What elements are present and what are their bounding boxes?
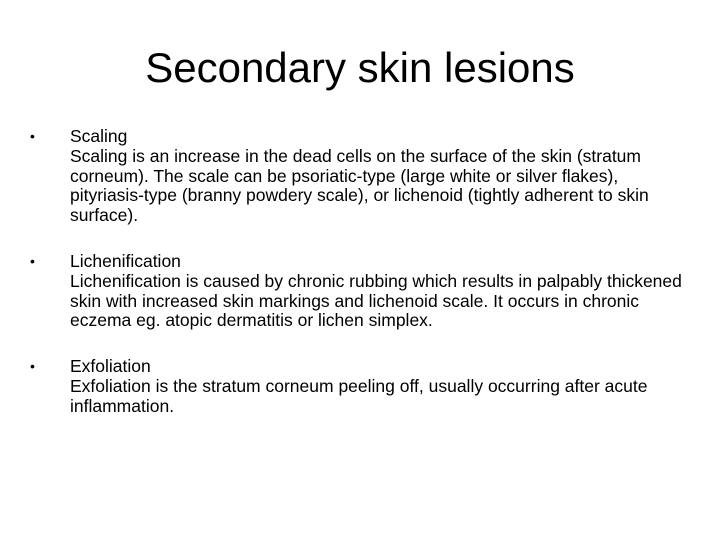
bullet-icon: •	[30, 128, 35, 144]
bullet-item-lichenification	[30, 252, 695, 331]
bullet-heading: Lichenification	[70, 250, 181, 271]
bullet-heading: Exfoliation	[70, 356, 151, 377]
bullet-item-exfoliation	[30, 357, 695, 416]
bullet-text: Exfoliation is the stratum corneum peeling off, usually occurring after acute inflammation.	[70, 375, 648, 416]
bullet-icon: •	[30, 358, 35, 375]
slide-title: Secondary skin lesions	[145, 44, 575, 91]
bullet-text: Scaling is an increase in the dead cells on the surface of the skin (stratum corneum). The scale can be psoriatic-type (large white or silver flakes), pityriasis-type (branny powdery scale), or lichenoid (tightly adherent to skin surface).	[70, 145, 649, 226]
bullet-heading: Scaling	[70, 126, 128, 146]
bullet-item-scaling	[30, 127, 695, 226]
bullet-text: Lichenification is caused by chronic rubbing which results in palpably thickened skin with increased skin markings and lichenoid scale. It occurs in chronic eczema eg. atopic dermatitis or lichen simplex.	[70, 270, 682, 331]
bullet-icon: •	[30, 252, 35, 269]
bullet-list	[30, 127, 695, 417]
